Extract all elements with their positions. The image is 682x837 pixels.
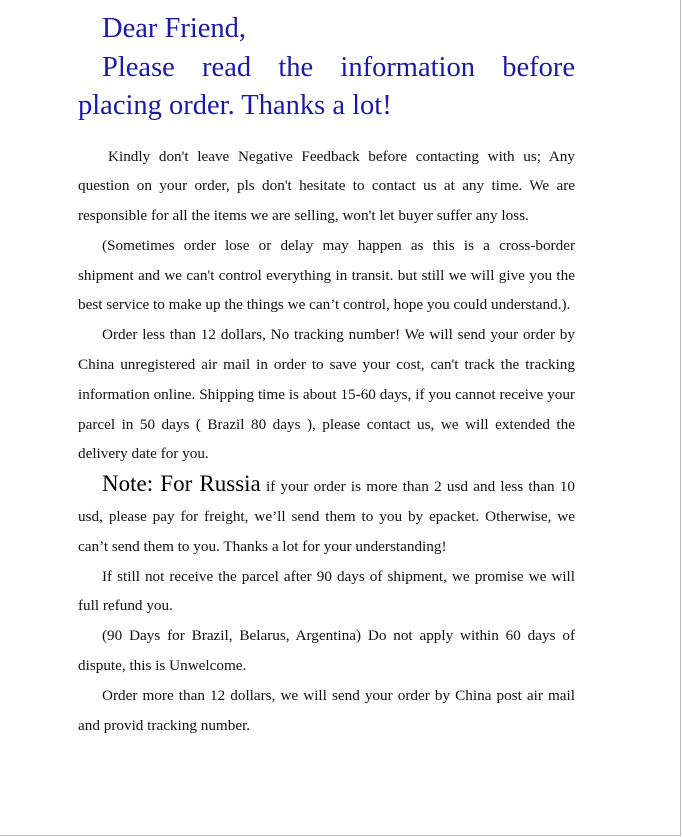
dispute-paragraph: (90 Days for Brazil, Belarus, Argentina) Do not apply within 60 days of dispute, this is Unwelcome. bbox=[78, 627, 575, 675]
notice-heading: Please read the information before placing order. Thanks a lot! bbox=[78, 51, 575, 121]
greeting-heading: Dear Friend, bbox=[102, 13, 247, 44]
untracked-orders-paragraph: Order less than 12 dollars, No tracking number! We will send your order by China unregistered air mail in order to save your cost, can't track the tracking information online. Shipping time is about 15-60 days, if you cannot receive your parcel in 50 days ( Brazil 80 days ), please contact us, we will extended the delivery date for you. bbox=[78, 326, 575, 463]
russia-note-lead: Note: For Russia bbox=[102, 471, 261, 497]
shipping-delay-paragraph: (Sometimes order lose or delay may happen as this is a cross-border shipment and we can't control everything in transit. but still we will give you the best service to make up the things we can’t control, hope you could understand.). bbox=[78, 236, 575, 314]
russia-note-paragraph bbox=[78, 469, 575, 561]
russia-note-text: if your order is more than 2 usd and less than 10 usd, please pay for freight, we’ll send them to you by epacket. Otherwise, we can’t send them to you. Thanks a lot for your understanding! bbox=[78, 478, 576, 555]
tracked-orders-paragraph: Order more than 12 dollars, we will send your order by China post air mail and provid tracking number. bbox=[78, 686, 575, 734]
refund-paragraph: If still not receive the parcel after 90 days of shipment, we promise we will full refund you. bbox=[78, 567, 575, 615]
document-content bbox=[78, 10, 575, 740]
policy-text bbox=[78, 142, 575, 741]
feedback-paragraph: Kindly don't leave Negative Feedback before contacting with us; Any question on your order, pls don't hesitate to contact us at any time. We are responsible for all the items we are selling, won't let buyer suffer any loss. bbox=[78, 147, 575, 225]
